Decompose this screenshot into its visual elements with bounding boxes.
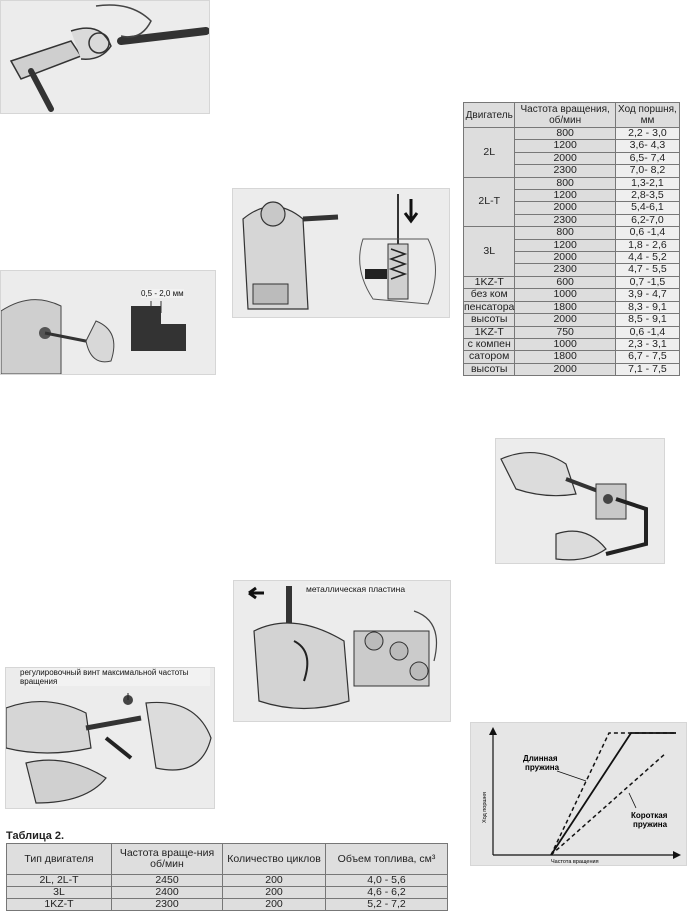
piston-stroke-table xyxy=(463,102,680,376)
table-row xyxy=(464,338,680,350)
engine-cell: 1KZ-T xyxy=(464,326,515,338)
table-row xyxy=(464,227,680,239)
rpm-cell: 2000 xyxy=(515,152,615,164)
figure-hex-key xyxy=(495,438,665,564)
gap-label: 0,5 - 2,0 мм xyxy=(141,289,184,298)
table-row xyxy=(464,351,680,363)
long-spring-pointer xyxy=(557,771,586,781)
engine-cell: пенсатора xyxy=(464,300,515,313)
engine-cell: 2L-T xyxy=(464,177,515,227)
x-axis-arrow xyxy=(673,851,681,859)
figure-max-speed-screw xyxy=(5,667,215,809)
stroke-cell: 2,3 - 3,1 xyxy=(615,338,679,350)
rpm-cell: 2300 xyxy=(515,165,615,177)
stroke-cell: 6,5- 7,4 xyxy=(615,152,679,164)
figure-gap-measure xyxy=(0,270,216,375)
rpm-cell: 600 xyxy=(515,276,615,288)
spring-assembly-illustration xyxy=(233,189,449,317)
stroke-cell: 0,7 -1,5 xyxy=(615,276,679,288)
cell: 3L xyxy=(7,887,112,899)
x-axis-label: Частота вращения xyxy=(551,859,599,865)
rpm-cell: 1000 xyxy=(515,338,615,350)
engine-cell: с компен xyxy=(464,338,515,350)
cell: 200 xyxy=(223,887,326,899)
short-spring-pointer xyxy=(629,793,636,808)
long-spring-label-2: пружина xyxy=(525,763,560,772)
wrench-top-illustration xyxy=(1,1,209,113)
stroke-cell: 1,8 - 2,6 xyxy=(615,239,679,251)
stroke-cell: 0,6 -1,4 xyxy=(615,326,679,338)
stroke-cell: 1,3-2,1 xyxy=(615,177,679,189)
col-cycles: Количество циклов xyxy=(223,844,326,875)
cell: 2300 xyxy=(112,899,223,911)
solid-line xyxy=(551,733,676,855)
gap-measure-illustration xyxy=(1,271,215,374)
table-row xyxy=(464,128,680,140)
rpm-cell: 1200 xyxy=(515,190,615,202)
col-engine-type: Тип двигателя xyxy=(7,844,112,875)
rpm-cell: 2000 xyxy=(515,252,615,264)
short-spring-label-2: пружина xyxy=(633,820,668,829)
spring-graph xyxy=(470,722,687,866)
stroke-cell: 8,5 - 9,1 xyxy=(615,314,679,326)
cell: 200 xyxy=(223,899,326,911)
rpm-cell: 800 xyxy=(515,177,615,189)
stroke-cell: 6,7 - 7,5 xyxy=(615,351,679,363)
table-row xyxy=(464,301,680,313)
col-rpm: Частота вращения, об/мин xyxy=(515,103,615,128)
rpm-cell: 2300 xyxy=(515,214,615,226)
y-axis-arrow xyxy=(489,727,497,735)
col-stroke: Ход поршня, мм xyxy=(615,103,679,128)
figure-spring-assembly xyxy=(232,188,450,318)
engine-cell: 1KZ-T xyxy=(464,276,515,288)
rpm-cell: 800 xyxy=(515,128,615,140)
stroke-cell: 2,2 - 3,0 xyxy=(615,128,679,140)
stroke-cell: 7,1 - 7,5 xyxy=(615,363,679,375)
cell: 4,0 - 5,6 xyxy=(326,875,448,887)
engine-cell: 2L xyxy=(464,128,515,178)
stroke-cell: 4,4 - 5,2 xyxy=(615,252,679,264)
rpm-cell: 1200 xyxy=(515,140,615,152)
short-spring-label-1: Короткая xyxy=(631,811,668,820)
stroke-cell: 4,7 - 5,5 xyxy=(615,264,679,276)
rpm-cell: 1800 xyxy=(515,351,615,363)
stroke-cell: 7,0- 8,2 xyxy=(615,165,679,177)
cell: 5,2 - 7,2 xyxy=(326,899,448,911)
cell: 1KZ-T xyxy=(7,899,112,911)
rpm-cell: 1200 xyxy=(515,239,615,251)
metal-plate-label: металлическая пластина xyxy=(306,584,406,594)
spring-graph-svg xyxy=(471,723,686,865)
long-spring-label-1: Длинная xyxy=(523,754,558,763)
stroke-cell: 3,6- 4,3 xyxy=(615,140,679,152)
rpm-cell: 2000 xyxy=(515,363,615,375)
cell: 4,6 - 6,2 xyxy=(326,887,448,899)
table-row xyxy=(7,875,448,887)
cell: 2400 xyxy=(112,887,223,899)
engine-cell: без ком xyxy=(464,289,515,301)
rpm-cell: 1800 xyxy=(515,301,615,313)
rpm-cell: 2000 xyxy=(515,202,615,214)
table-row xyxy=(464,326,680,338)
rpm-cell: 1000 xyxy=(515,289,615,301)
stroke-cell: 6,2-7,0 xyxy=(615,214,679,226)
engine-cell: сатором xyxy=(464,351,515,363)
engine-cell: высоты xyxy=(464,363,515,375)
long-spring-dashed-line xyxy=(551,733,676,855)
table2-title: Таблица 2. xyxy=(6,830,65,842)
figure-wrench-top xyxy=(0,0,210,114)
col-engine: Двигатель xyxy=(464,103,515,128)
engine-cell: 3L xyxy=(464,227,515,277)
stroke-cell: 3,9 - 4,7 xyxy=(615,289,679,301)
figure-metal-plate xyxy=(233,580,451,722)
table-row xyxy=(464,363,680,375)
col-fuel-volume: Объем топлива, см³ xyxy=(326,844,448,875)
table-row xyxy=(7,887,448,899)
engine-cell: высоты xyxy=(464,314,515,326)
col-rpm: Частота враще-ния об/мин xyxy=(112,844,223,875)
table-row xyxy=(464,289,680,301)
metal-plate-illustration xyxy=(234,581,450,721)
rpm-cell: 750 xyxy=(515,326,615,338)
stroke-cell: 8,3 - 9,1 xyxy=(615,301,679,313)
y-axis-label: Ход поршня xyxy=(482,792,488,823)
cell: 2450 xyxy=(112,875,223,887)
table-row xyxy=(7,899,448,911)
max-speed-screw-illustration xyxy=(6,668,214,808)
stroke-cell: 0,6 -1,4 xyxy=(615,227,679,239)
stroke-cell: 2,8-3,5 xyxy=(615,190,679,202)
cell: 2L, 2L-T xyxy=(7,875,112,887)
rpm-cell: 2000 xyxy=(515,314,615,326)
stroke-cell: 5,4-6,1 xyxy=(615,202,679,214)
table-row xyxy=(464,276,680,288)
table-row xyxy=(464,314,680,326)
table-row xyxy=(464,177,680,189)
fuel-volume-table xyxy=(6,843,448,911)
rpm-cell: 800 xyxy=(515,227,615,239)
max-speed-screw-label: регулировочный винт максимальной частоты вращения xyxy=(20,668,210,686)
rpm-cell: 2300 xyxy=(515,264,615,276)
hex-key-illustration xyxy=(496,439,664,563)
cell: 200 xyxy=(223,875,326,887)
